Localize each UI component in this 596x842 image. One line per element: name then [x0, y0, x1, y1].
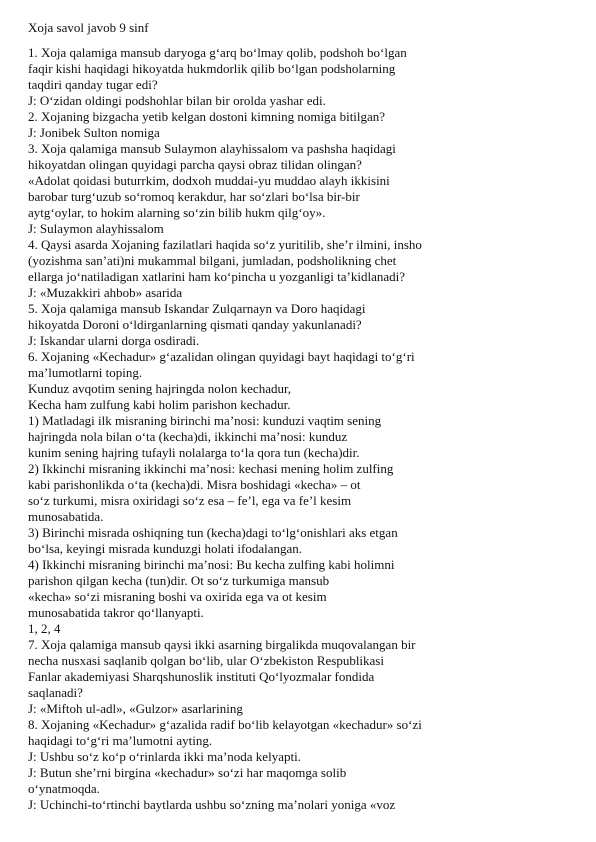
text-line: munosabatida takror qo‘llanyapti. — [28, 605, 204, 620]
text-line: J: Ushbu so‘z ko‘p o‘rinlarda ikki ma’noda kelyapti. — [28, 749, 301, 764]
text-line: kunim sening hajring tufayli nolalarga to‘la qora tun (kecha)dir. — [28, 445, 360, 460]
text-line: Kunduz avqotim sening hajringda nolon kechadur, — [28, 381, 292, 396]
text-line: ma’lumotlarni toping. — [28, 365, 143, 380]
text-line: J: O‘zidan oldingi podshohlar bilan bir orolda yashar edi. — [28, 93, 326, 108]
text-line: 1) Matladagi ilk misraning birinchi ma’nosi: kunduzi vaqtim sening — [28, 413, 382, 428]
text-line: munosabatida. — [28, 509, 104, 524]
document-body — [28, 45, 576, 813]
text-line: bo‘lsa, keyingi misrada kunduzgi holati ifodalangan. — [28, 541, 303, 556]
text-line: (yozishma san’ati)ni mukammal bilgani, jumladan, podsholikning chet — [28, 253, 397, 268]
text-line: 3) Birinchi misrada oshiqning tun (kecha)dagi to‘lg‘onishlari aks etgan — [28, 525, 398, 540]
text-line: J: «Miftoh ul-adl», «Gulzor» asarlarining — [28, 701, 243, 716]
text-line: 4. Qaysi asarda Xojaning fazilatlari haqida so‘z yuritilib, she’r ilmini, insho — [28, 237, 422, 252]
text-line: kabi parishonlikda o‘ta (kecha)di. Misra boshidagi «kecha» – ot — [28, 477, 361, 492]
text-line: J: Uchinchi-to‘rtinchi baytlarda ushbu so‘zning ma’nolari yoniga «voz — [28, 797, 396, 812]
text-line: 1. Xoja qalamiga mansub daryoga g‘arq bo‘lmay qolib, podshoh bo‘lgan — [28, 45, 407, 60]
text-line: 7. Xoja qalamiga mansub qaysi ikki asarning birgalikda muqovalangan bir — [28, 637, 416, 652]
text-line: hajringda nola bilan o‘ta (kecha)di, ikkinchi ma’nosi: kunduz — [28, 429, 348, 444]
text-line: Kecha ham zulfung kabi holim parishon kechadur. — [28, 397, 291, 412]
text-line: «kecha» so‘zi misraning boshi va oxirida ega va ot kesim — [28, 589, 327, 604]
text-line: 4) Ikkinchi misraning birinchi ma’nosi: Bu kecha zulfing kabi holimni — [28, 557, 395, 572]
text-line: saqlanadi? — [28, 685, 83, 700]
text-line: 1, 2, 4 — [28, 621, 61, 636]
text-line: 8. Xojaning «Kechadur» g‘azalida radif bo‘lib kelayotgan «kechadur» so‘zi — [28, 717, 422, 732]
text-line: 2. Xojaning bizgacha yetib kelgan dostoni kimning nomiga bitilgan? — [28, 109, 386, 124]
text-line: parishon qilgan kecha (tun)dir. Ot so‘z turkumiga mansub — [28, 573, 330, 588]
text-line: J: «Muzakkiri ahbob» asarida — [28, 285, 183, 300]
text-line: 3. Xoja qalamiga mansub Sulaymon alayhissalom va pashsha haqidagi — [28, 141, 396, 156]
text-line: o‘ynatmoqda. — [28, 781, 100, 796]
text-line: hikoyatda Doroni o‘ldirganlarning qismati qanday yakunlanadi? — [28, 317, 362, 332]
text-line: barobar turg‘uzub so‘romoq kerakdur, har so‘zlari bo‘lsa bir-bir — [28, 189, 360, 204]
text-line: necha nusxasi saqlanib qolgan bo‘lib, ular O‘zbekiston Respublikasi — [28, 653, 384, 668]
text-line: 2) Ikkinchi misraning ikkinchi ma’nosi: kechasi mening holim zulfing — [28, 461, 394, 476]
text-line: J: Butun she’rni birgina «kechadur» so‘zi har maqomga solib — [28, 765, 347, 780]
text-line: J: Iskandar ularni dorga osdiradi. — [28, 333, 200, 348]
text-line: J: Jonibek Sulton nomiga — [28, 125, 160, 140]
text-line: aytg‘oylar, to hokim alarning so‘zin bilib hukm qilg‘oy». — [28, 205, 326, 220]
text-line: Fanlar akademiyasi Sharqshunoslik instituti Qo‘lyozmalar fondida — [28, 669, 375, 684]
text-line: J: Sulaymon alayhissalom — [28, 221, 164, 236]
text-line: 5. Xoja qalamiga mansub Iskandar Zulqarnayn va Doro haqidagi — [28, 301, 366, 316]
text-line: 6. Xojaning «Kechadur» g‘azalidan olingan quyidagi bayt haqidagi to‘g‘ri — [28, 349, 415, 364]
text-line: so‘z turkumi, misra oxiridagi so‘z esa – fe’l, ega va fe’l kesim — [28, 493, 352, 508]
text-line: haqidagi to‘g‘ri ma’lumotni ayting. — [28, 733, 213, 748]
text-line: faqir kishi haqidagi hikoyatda hukmdorlik qilib bo‘lgan podsholarning — [28, 61, 396, 76]
text-line: taqdiri qanday tugar edi? — [28, 77, 158, 92]
document-title: Xoja savol javob 9 sinf — [28, 20, 149, 35]
text-line: «Adolat qoidasi buturrkim, dodxoh muddai-yu muddao alayh ikkisini — [28, 173, 390, 188]
text-line: ellarga jo‘natiladigan xatlarini ham ko‘pincha u yozganligi ta’kidlanadi? — [28, 269, 405, 284]
text-line: hikoyatdan olingan quyidagi parcha qaysi obraz tilidan olingan? — [28, 157, 362, 172]
